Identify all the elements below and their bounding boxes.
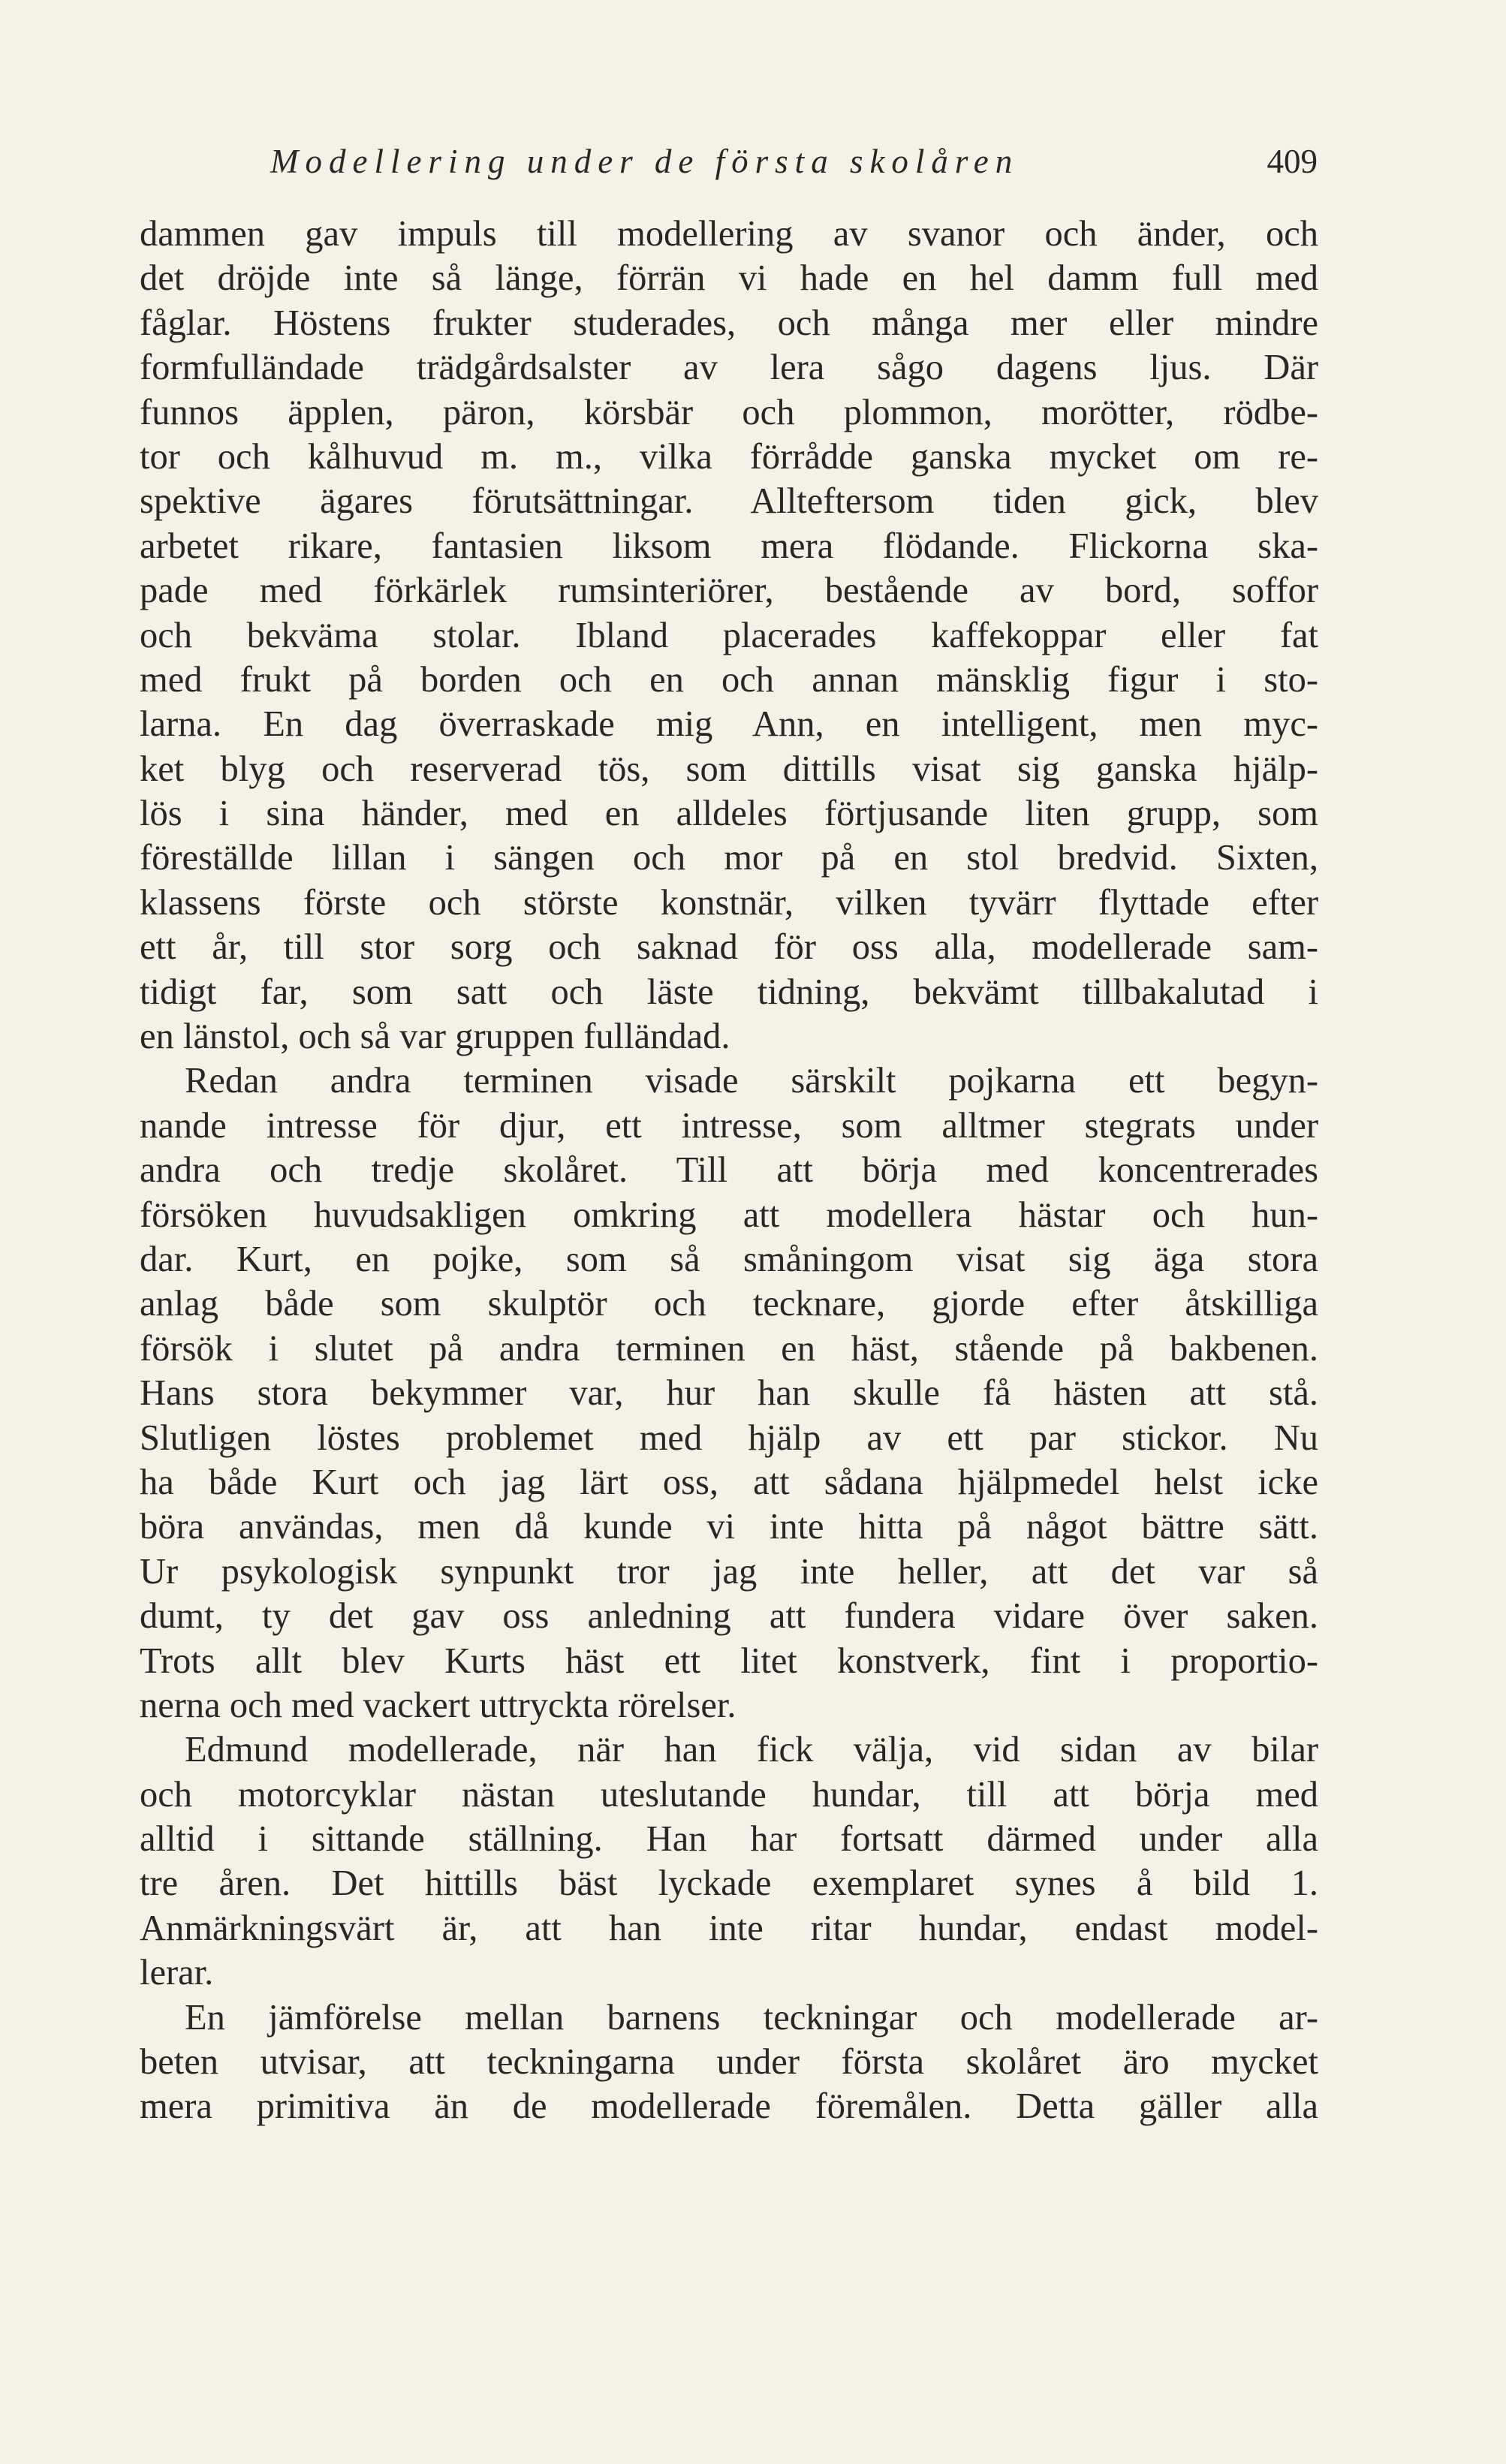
text-line: tidigt far, som satt och läste tidning, bekvämt tillbakalutad i [140,971,1318,1012]
text-line: En jämförelse mellan barnens teckningar och modellerade ar- [185,1997,1318,2038]
text-line: en länstol, och så var gruppen fulländad. [140,1017,730,1057]
text-line: med frukt på borden och en och annan mänsklig figur i sto- [140,659,1318,700]
text-line: det dröjde inte så länge, förrän vi hade en hel damm full med [140,258,1318,299]
text-line: försöken huvudsakligen omkring att modellera hästar och hun- [140,1194,1318,1235]
text-line: funnos äpplen, päron, körsbär och plommon, morötter, rödbe- [140,392,1318,432]
text-line: Redan andra terminen visade särskilt pojkarna ett begyn- [185,1061,1318,1101]
page-number: 409 [1267,143,1318,180]
text-line: beten utvisar, att teckningarna under första skolåret äro mycket [140,2042,1318,2083]
paragraph [140,1059,1318,1728]
text-line: ket blyg och reserverad tös, som dittills visat sig ganska hjälp- [140,749,1318,789]
text-line: larna. En dag överraskade mig Ann, en intelligent, men myc- [140,704,1318,745]
text-line: anlag både som skulptör och tecknare, gjorde efter åtskilliga [140,1284,1318,1324]
text-line: formfulländade trädgårdsalster av lera sågo dagens ljus. Där [140,348,1318,388]
text-line: Edmund modellerade, när han fick välja, vid sidan av bilar [185,1730,1318,1770]
text-line: föreställde lillan i sängen och mor på en stol bredvid. Sixten, [140,838,1318,878]
paragraph [140,1728,1318,1995]
running-header [270,135,1318,188]
text-line: arbetet rikare, fantasien liksom mera flödande. Flickorna ska- [140,526,1318,566]
text-line: mera primitiva än de modellerade föremålen. Detta gäller alla [140,2086,1318,2127]
text-line: försök i slutet på andra terminen en häst, stående på bakbenen. [140,1328,1318,1369]
text-line: ett år, till stor sorg och saknad för oss alla, modellerade sam- [140,927,1318,968]
text-line: dumt, ty det gav oss anledning att fundera vidare över saken. [140,1596,1318,1637]
text-line: lös i sina händer, med en alldeles förtjusande liten grupp, som [140,794,1318,834]
text-line: alltid i sittande ställning. Han har fortsatt därmed under alla [140,1819,1318,1860]
text-line: klassens förste och störste konstnär, vilken tyvärr flyttade efter [140,882,1318,923]
text-line: fåglar. Höstens frukter studerades, och många mer eller mindre [140,303,1318,343]
text-line: nande intresse för djur, ett intresse, som alltmer stegrats under [140,1105,1318,1146]
text-line: pade med förkärlek rumsinteriörer, bestående av bord, soffor [140,571,1318,611]
text-line: och bekväma stolar. Ibland placerades kaffekoppar eller fat [140,615,1318,655]
text-line: nerna och med vackert uttryckta rörelser. [140,1685,736,1725]
text-line: Hans stora bekymmer var, hur han skulle få hästen att stå. [140,1373,1318,1414]
paragraph [140,1996,1318,2129]
text-line: tre åren. Det hittills bäst lyckade exemplaret synes å bild 1. [140,1863,1318,1904]
text-line: Slutligen löstes problemet med hjälp av ett par stickor. Nu [140,1417,1318,1458]
text-line: andra och tredje skolåret. Till att börja med koncentrerades [140,1150,1318,1191]
text-line: Trots allt blev Kurts häst ett litet konstverk, fint i proportio- [140,1640,1318,1681]
text-line: dammen gav impuls till modellering av svanor och änder, och [140,214,1318,254]
text-line: ha både Kurt och jag lärt oss, att sådana hjälpmedel helst icke [140,1462,1318,1502]
body-text [140,212,1318,2129]
text-line: och motorcyklar nästan uteslutande hundar, till att börja med [140,1774,1318,1815]
text-line: Anmärkningsvärt är, att han inte ritar hundar, endast model- [140,1908,1318,1948]
text-line: tor och kålhuvud m. m., vilka förrådde ganska mycket om re- [140,436,1318,477]
text-line: Ur psykologisk synpunkt tror jag inte heller, att det var så [140,1551,1318,1592]
text-line: spektive ägares förutsättningar. Allteftersom tiden gick, blev [140,481,1318,522]
text-line: böra användas, men då kunde vi inte hitta på något bättre sätt. [140,1507,1318,1547]
text-line: dar. Kurt, en pojke, som så småningom visat sig äga stora [140,1239,1318,1279]
paragraph [140,212,1318,1059]
text-line: lerar. [140,1953,214,1993]
running-title: Modellering under de första skolåren [270,143,1020,180]
